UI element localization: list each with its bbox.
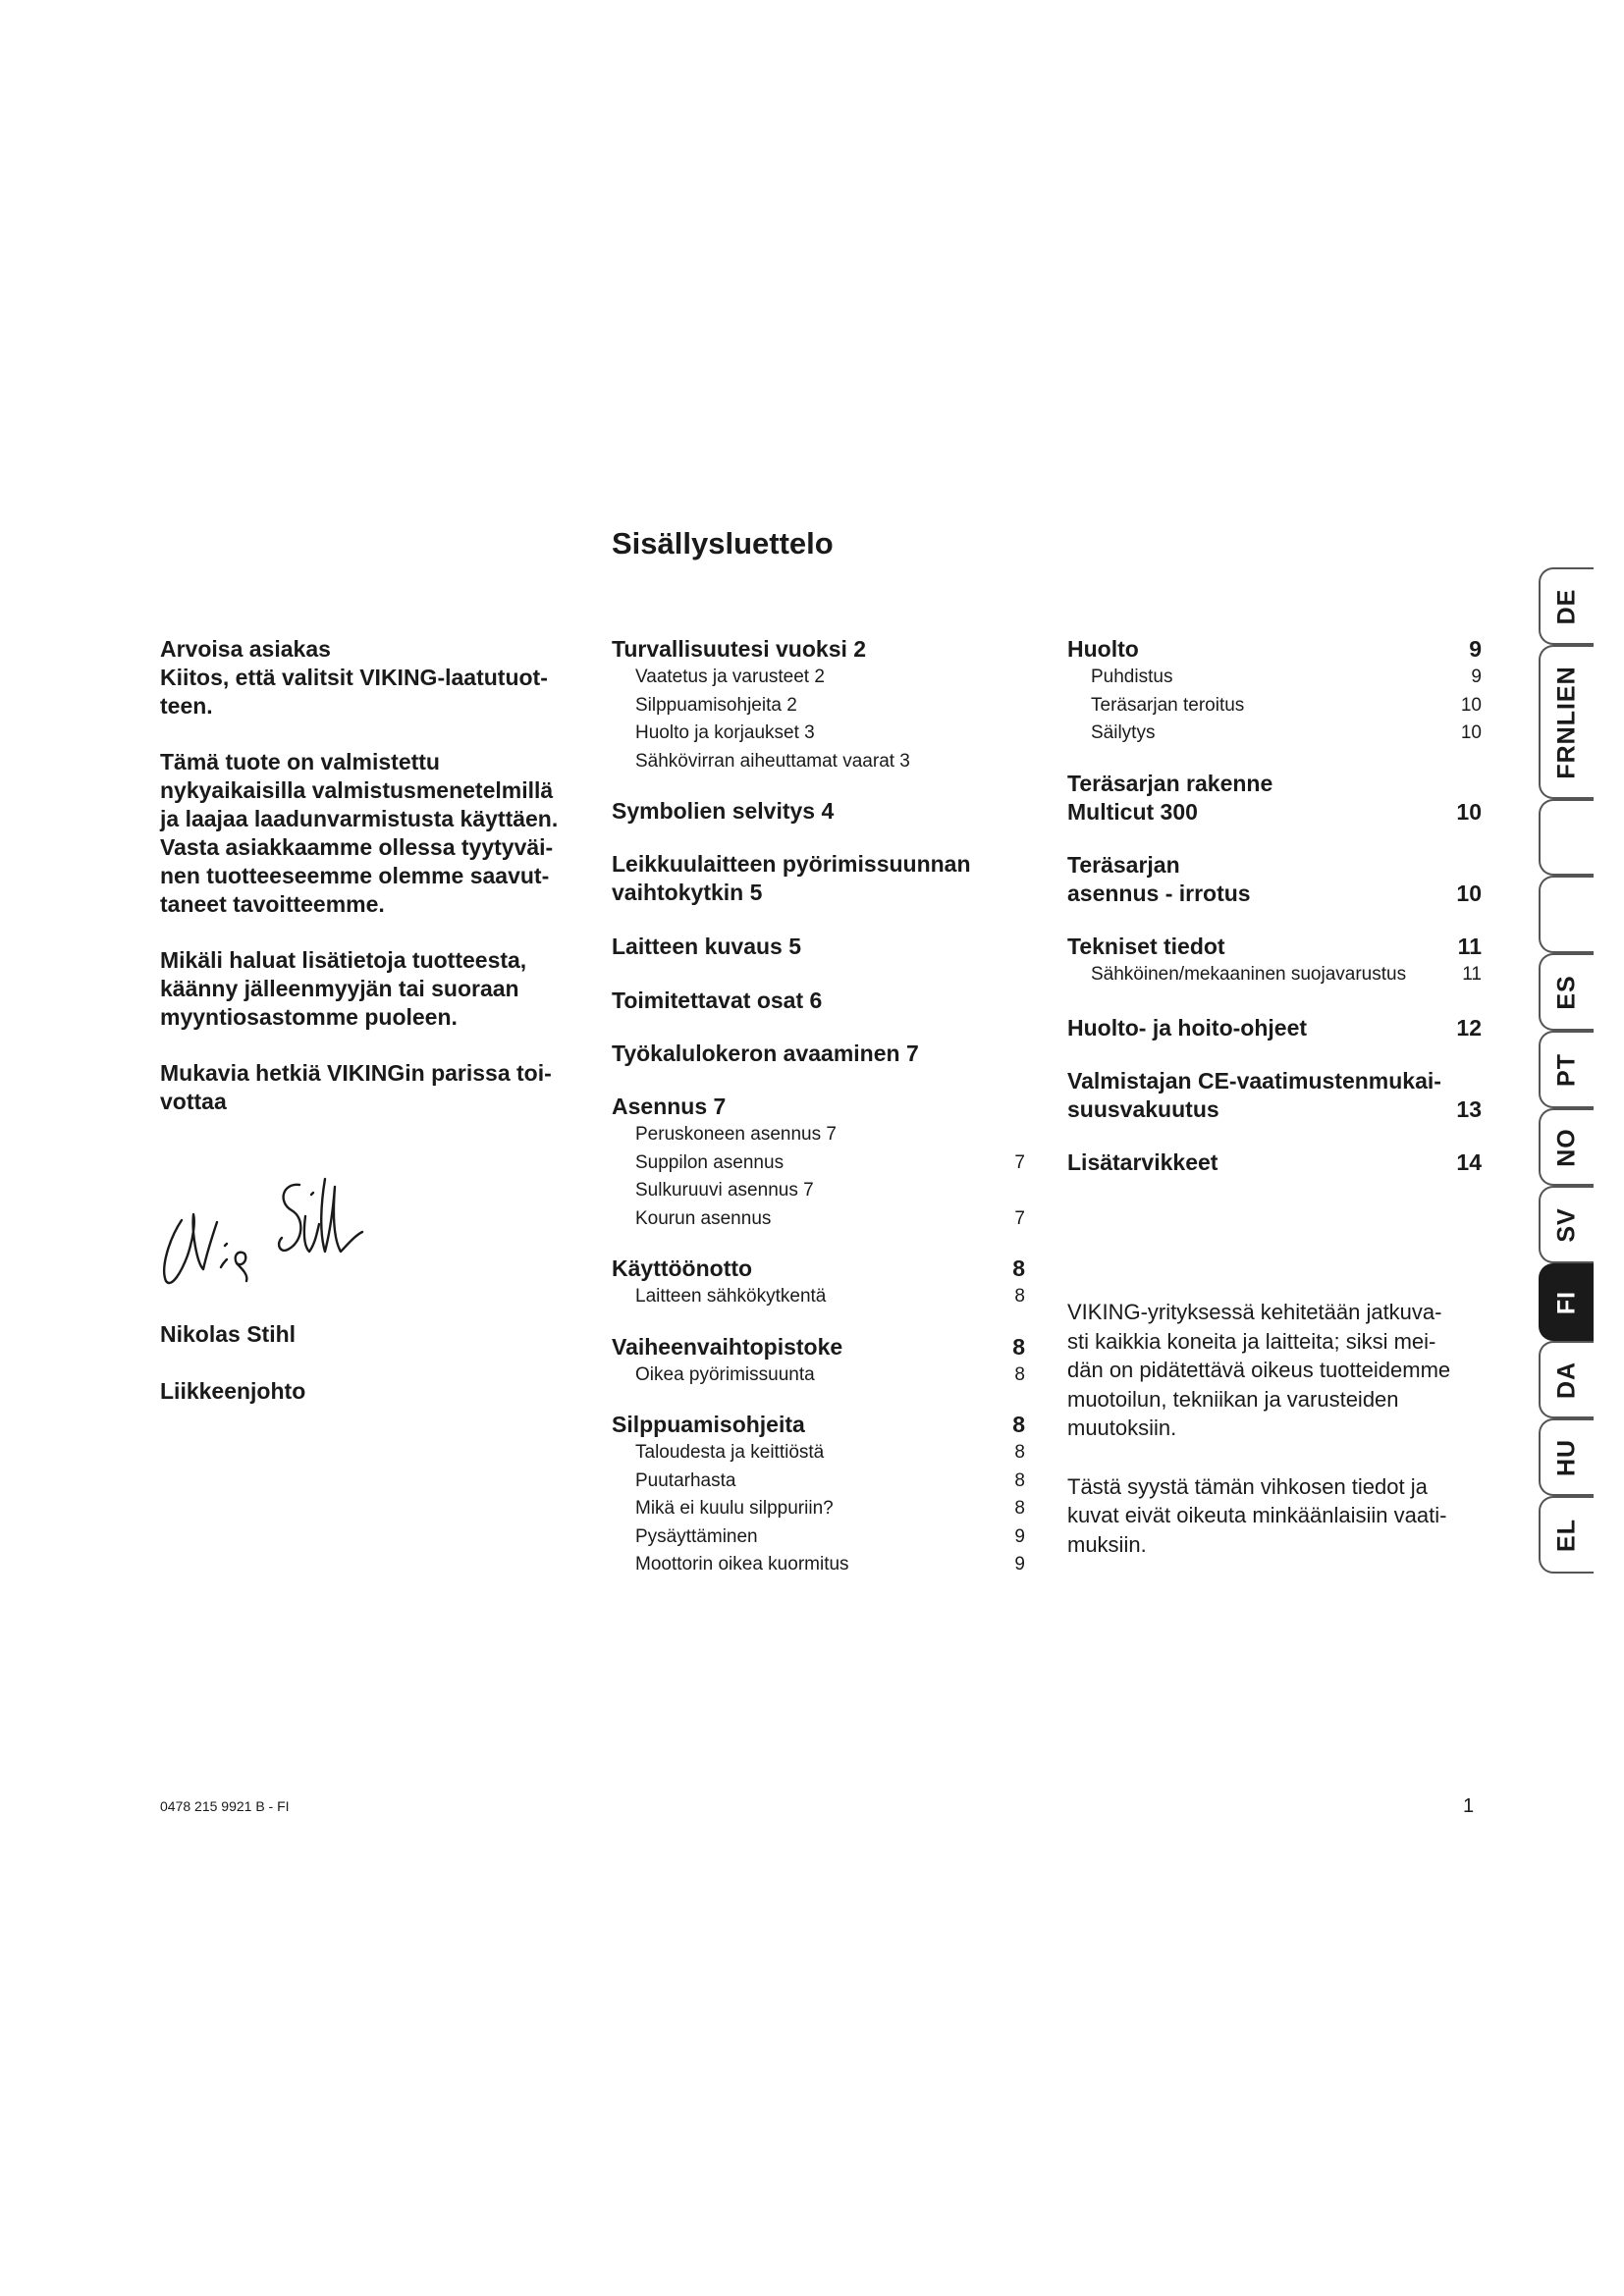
toc-section-title[interactable]: Valmistajan CE-vaatimustenmukai- suusvakuutus 13: [1067, 1068, 1482, 1122]
signatory-name: Nikolas Stihl: [160, 1321, 297, 1347]
tab-pt[interactable]: PT: [1539, 1031, 1594, 1108]
toc-entry[interactable]: Vaatetus ja varusteet 2: [635, 667, 825, 687]
tab-blank-2[interactable]: [1539, 876, 1594, 953]
letter-line: taneet tavoitteemme.: [160, 891, 385, 917]
welcome-letter: [160, 635, 572, 1144]
toc-entry[interactable]: Puhdistus 9: [1091, 667, 1482, 687]
notice-text: [1067, 1298, 1489, 1588]
notice-line: kuvat eivät oikeuta minkäänlaisiin vaati-: [1067, 1503, 1447, 1527]
letter-line: käänny jälleenmyyjän tai suoraan: [160, 976, 519, 1001]
toc-entry[interactable]: Kourun asennus 7: [635, 1207, 1025, 1229]
letter-paragraph-3: [160, 946, 572, 1032]
toc-section-title[interactable]: Vaiheenvaihtopistoke 8: [612, 1333, 1025, 1360]
toc-entry[interactable]: Teräsarjan teroitus 10: [1091, 694, 1482, 716]
notice-line: muksiin.: [1067, 1531, 1147, 1557]
toc-section-title[interactable]: Asennus 7: [612, 1094, 727, 1119]
toc-section: [612, 1333, 1025, 1390]
toc-section-title[interactable]: Käyttöönotto 8: [612, 1255, 1025, 1281]
tab-sv[interactable]: SV: [1539, 1186, 1594, 1263]
tab-el[interactable]: EL: [1539, 1496, 1594, 1574]
letter-line: vottaa: [160, 1089, 227, 1114]
signature-image: [152, 1173, 373, 1291]
notice-line: muotoilun, tekniikan ja varusteiden: [1067, 1386, 1399, 1412]
tab-hu[interactable]: HU: [1539, 1418, 1594, 1496]
toc-section-title[interactable]: Teräsarjan rakenne Multicut 300 10: [1067, 770, 1482, 825]
letter-line: teen.: [160, 693, 213, 719]
letter-line: Kiitos, että valitsit VIKING-laatutuot-: [160, 665, 548, 690]
document-code: 0478 215 9921 B - FI: [160, 1798, 290, 1814]
tab-blank-1[interactable]: [1539, 799, 1594, 876]
toc-section-title[interactable]: Työkalulokeron avaaminen 7: [612, 1041, 919, 1066]
notice-paragraph-1: [1067, 1298, 1489, 1443]
toc-entry[interactable]: Taloudesta ja keittiöstä 8: [635, 1442, 1025, 1463]
letter-paragraph-1: [160, 664, 572, 721]
toc-entry[interactable]: Mikä ei kuulu silppuriin? 8: [635, 1498, 1025, 1519]
toc-section-title[interactable]: Huolto- ja hoito-ohjeet 12: [1067, 1015, 1482, 1041]
notice-line: muutoksiin.: [1067, 1415, 1177, 1440]
tab-fi[interactable]: FI: [1539, 1263, 1594, 1341]
toc-entry[interactable]: Säilytys 10: [1091, 722, 1482, 743]
toc-section-title[interactable]: Turvallisuutesi vuoksi 2: [612, 636, 867, 662]
toc-entry[interactable]: Pysäyttäminen 9: [635, 1525, 1025, 1547]
toc-section: [1067, 635, 1482, 748]
toc-section-title[interactable]: Lisätarvikkeet 14: [1067, 1149, 1482, 1175]
language-tabs: [1539, 567, 1594, 1623]
toc-entry[interactable]: Sähköinen/mekaaninen suojavarustus 11: [1091, 963, 1482, 985]
notice-paragraph-2: [1067, 1472, 1489, 1560]
letter-greeting: Arvoisa asiakas: [160, 636, 331, 662]
toc-column-middle: [612, 635, 1025, 1579]
toc-entry[interactable]: Sähkövirran aiheuttamat vaarat 3: [635, 750, 910, 772]
tab-frnlien[interactable]: FRNLIEN: [1539, 645, 1594, 799]
toc-entry[interactable]: Suppilon asennus 7: [635, 1151, 1025, 1173]
letter-line: Vasta asiakkaamme ollessa tyytyväi-: [160, 834, 554, 860]
toc-section-title[interactable]: Teräsarjan asennus - irrotus 10: [1067, 851, 1482, 906]
toc-entry[interactable]: Sulkuruuvi asennus 7: [635, 1180, 814, 1201]
toc-entry[interactable]: Oikea pyörimissuunta 8: [635, 1363, 1025, 1385]
toc-section-title[interactable]: Laitteen kuvaus 5: [612, 934, 802, 959]
toc-section: [612, 1255, 1025, 1311]
toc-entry[interactable]: Moottorin oikea kuormitus 9: [635, 1554, 1025, 1575]
letter-line: Mukavia hetkiä VIKINGin parissa toi-: [160, 1060, 552, 1086]
toc-column-right: [1067, 635, 1482, 1177]
page-number: 1: [1463, 1795, 1475, 1817]
toc-section-title[interactable]: Silppuamisohjeita 8: [612, 1412, 1025, 1437]
toc-entry[interactable]: Silppuamisohjeita 2: [635, 694, 797, 716]
letter-paragraph-4: [160, 1059, 572, 1116]
toc-section-title[interactable]: Huolto 9: [1067, 636, 1482, 662]
letter-line: nykyaikaisilla valmistusmenetelmillä: [160, 777, 554, 803]
signatory-role: Liikkeenjohto: [160, 1378, 306, 1404]
tab-de[interactable]: DE: [1539, 567, 1594, 645]
notice-line: dän on pidätettävä oikeus tuotteidemme: [1067, 1358, 1451, 1382]
toc-section-title[interactable]: Toimitettavat osat 6: [612, 988, 823, 1013]
toc-section-title[interactable]: Leikkuulaitteen pyörimissuunnan vaihtokytkin 5: [612, 851, 971, 905]
toc-entry[interactable]: Peruskoneen asennus 7: [635, 1124, 837, 1145]
toc-section-title[interactable]: Tekniset tiedot 11: [1067, 933, 1482, 959]
toc-entry[interactable]: Puutarhasta 8: [635, 1469, 1025, 1491]
tab-es[interactable]: ES: [1539, 953, 1594, 1031]
toc-section: [612, 1411, 1025, 1579]
toc-section: [1067, 933, 1482, 989]
letter-line: Tämä tuote on valmistettu: [160, 749, 440, 774]
tab-da[interactable]: DA: [1539, 1341, 1594, 1418]
letter-line: myyntiosastomme puoleen.: [160, 1004, 458, 1030]
toc-section: [612, 635, 1025, 775]
notice-line: sti kaikkia koneita ja laitteita; siksi mei-: [1067, 1328, 1436, 1354]
page-title: Sisällysluettelo: [612, 526, 834, 561]
notice-line: VIKING-yrityksessä kehitetään jatkuva-: [1067, 1300, 1442, 1324]
letter-paragraph-2: [160, 748, 572, 919]
letter-line: ja laajaa laadunvarmistusta käyttäen.: [160, 806, 559, 831]
letter-line: nen tuotteeseemme olemme saavut-: [160, 863, 550, 888]
toc-entry[interactable]: Laitteen sähkökytkentä 8: [635, 1286, 1025, 1307]
toc-section-title[interactable]: Symbolien selvitys 4: [612, 798, 835, 824]
letter-line: Mikäli haluat lisätietoja tuotteesta,: [160, 947, 527, 973]
tab-no[interactable]: NO: [1539, 1108, 1594, 1186]
toc-section: [612, 1093, 1025, 1233]
toc-entry[interactable]: Huolto ja korjaukset 3: [635, 722, 815, 743]
notice-line: Tästä syystä tämän vihkosen tiedot ja: [1067, 1473, 1428, 1499]
